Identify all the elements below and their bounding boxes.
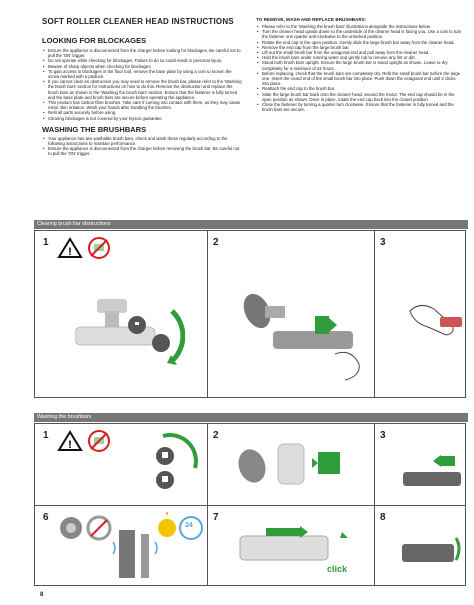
- list-item: • Your appliance has two washable brush bars, check and wash these regularly according to the following instructions to maintain performance.: [42, 136, 242, 146]
- remove-wash-heading: TO REMOVE, WASH AND REPLACE BRUSHBARS:: [256, 17, 367, 22]
- right-column: [256, 17, 462, 112]
- divider: [207, 231, 208, 397]
- end-cap-removal-illustration: [230, 434, 360, 502]
- step-number: 3: [380, 430, 386, 441]
- section-bar-washing: Washing the brushbars: [34, 413, 468, 422]
- page-number: 8: [40, 592, 44, 598]
- blockages-list: [42, 48, 242, 121]
- unplug-icon: [87, 236, 111, 260]
- list-item: • Beware of sharp objects when checking for blockages.: [42, 64, 242, 69]
- brush-bar-hand-illustration: [400, 291, 465, 351]
- svg-text:!: !: [68, 439, 72, 451]
- step-number: 1: [43, 237, 49, 248]
- svg-text:!: !: [68, 246, 72, 258]
- list-item: • Rotate the end cap to the open position. Gently slide the large brush bar away from the cleaner head.: [256, 40, 462, 45]
- section-bar-clearing: Clearing brush bar obstructions: [34, 220, 468, 229]
- warning-icon: [57, 430, 83, 452]
- step-number: 2: [213, 430, 219, 441]
- lock-dial-illustration: [145, 428, 205, 500]
- list-item: • Refit all parts securely before using.: [42, 110, 242, 115]
- cleaner-head-illustration: [75, 291, 185, 381]
- step-number: 8: [380, 512, 386, 523]
- brush-bar-reattach-illustration: [400, 528, 462, 578]
- list-item: • Stand both brush bars upright. Ensure the large brush bar is stood upright as shown. Leave to dry completely for a minimum of 24 hours.: [256, 60, 462, 70]
- washing-heading: WASHING THE BRUSHBARS: [42, 124, 147, 134]
- list-item: • Before replacing, check that the brush bars are completely dry. Refit the small brush bar before the large one. Insert the round end of the small brush bar into place. Push down the octagonal end until 2 clicks into place.: [256, 71, 462, 87]
- list-item: • This product has carbon fibre brushes. Take care if coming into contact with them, as they may cause minor skin irritation. Wash your hands after handling the brushes.: [42, 100, 242, 110]
- step-number: 3: [380, 237, 386, 248]
- warning-icon: [57, 237, 83, 259]
- brush-bar-slide-illustration: [397, 454, 463, 494]
- step-number: 2: [213, 237, 219, 248]
- step-number: 1: [43, 430, 49, 441]
- remove-wash-list: [256, 24, 462, 112]
- list-item: • Reattach the end cap to the brush bar.: [256, 86, 462, 91]
- list-item: • To gain access to blockages in the floor tool, remove the base plate by using a coin to loosen the screw marked with a padlock.: [42, 69, 242, 79]
- timer-label: 24: [185, 522, 193, 529]
- row-divider: [35, 505, 465, 506]
- list-item: • Ensure the appliance is disconnected from the charger before removing the brush bar. Be careful not to pull the 'ON' trigger.: [42, 146, 242, 156]
- list-item: • Lift out the small brush bar from the octagonal end and pull away from the cleaner head.: [256, 50, 462, 55]
- page-title: SOFT ROLLER CLEANER HEAD INSTRUCTIONS: [42, 17, 234, 26]
- divider: [374, 424, 375, 585]
- list-item: • Please refer to the 'Washing the brush bars' illustrations alongside the instructions below.: [256, 24, 462, 29]
- brush-bar-removal-illustration: [235, 276, 365, 386]
- list-item: • Hold the brush bars under running water and gently rub to remove any lint or dirt.: [256, 55, 462, 60]
- left-column: [42, 17, 242, 157]
- list-item: • If you cannot clear an obstruction you may need to remove the brush bar, please refer to the 'Washing the brush bars' section for instructions on how to do this. Remove the obstruction and replace the brush bars as shown in the 'Washing the brush bars' section. Ensure that the fastener is fully turned and the base plate and brush bars are secure before operating the appliance.: [42, 79, 242, 100]
- list-item: • Ensure the appliance is disconnected from the charger before looking for blockages. Be careful not to pull the 'ON' trigger.: [42, 48, 242, 58]
- step-number: 6: [43, 512, 49, 523]
- list-item: • Close the fastener by turning a quarter turn clockwise. Ensure that the fastener is fully turned and the brush bars are secure.: [256, 102, 462, 112]
- unplug-icon: [87, 429, 111, 453]
- divider: [374, 231, 375, 397]
- list-item: • Slide the large brush bar back onto the cleaner head, around the motor. The end cap should be in the open position as shown. Once in place, rotate the end cap back into the closed position.: [256, 92, 462, 102]
- step-number: 7: [213, 512, 219, 523]
- divider: [207, 424, 208, 585]
- list-item: • Do not operate while checking for blockages. Failure to do so could result in personal injury.: [42, 58, 242, 63]
- washing-panel: [34, 423, 466, 586]
- blockages-heading: LOOKING FOR BLOCKAGES: [42, 36, 147, 45]
- list-item: • Clearing blockages is not covered by your Dyson guarantee.: [42, 116, 242, 121]
- clearing-panel: [34, 230, 466, 398]
- click-label: click: [327, 564, 348, 574]
- brush-bar-refit-illustration: [230, 520, 370, 582]
- list-item: • Turn the cleaner head upside down so the underside of the cleaner head is facing you. Use a coin to turn the fastener one quarter anti-clockwise to the unlocked position.: [256, 29, 462, 39]
- list-item: • Remove the end cap from the large brush bar.: [256, 45, 462, 50]
- washing-list: [42, 136, 242, 157]
- drying-illustration: [57, 512, 205, 582]
